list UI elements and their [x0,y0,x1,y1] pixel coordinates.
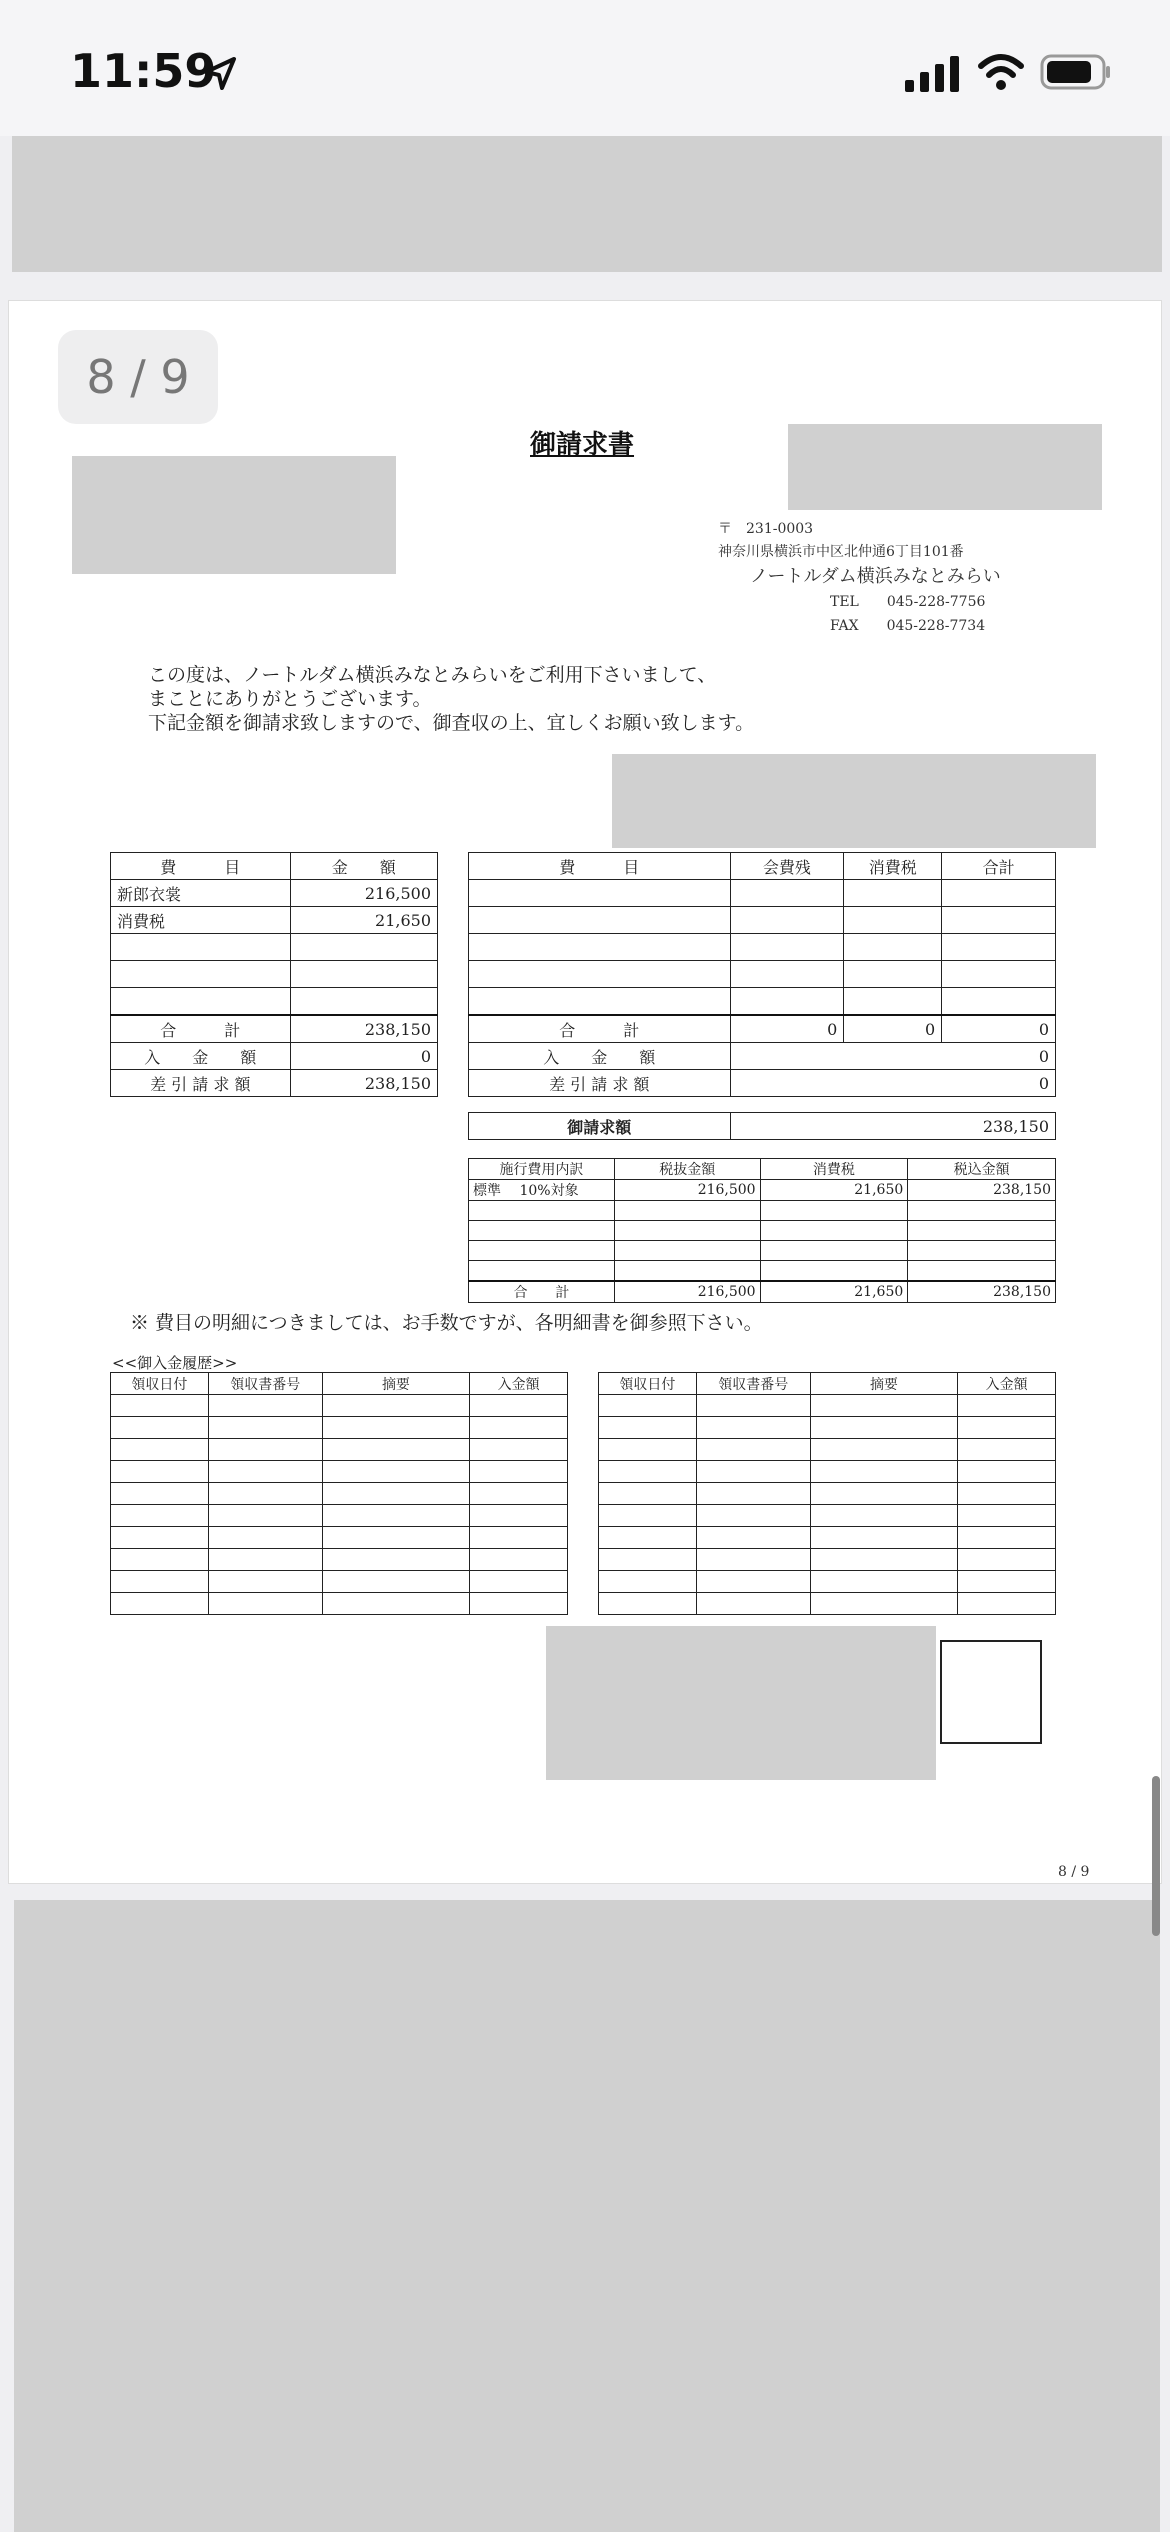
tel: TEL 045-228-7756 [830,594,986,610]
empty-cell [469,1221,615,1241]
empty-cell [844,988,942,1016]
col-header: 会費残 [730,853,844,880]
billed-label: 御請求額 [469,1113,731,1140]
redacted-area-bottom [14,1900,1160,2532]
empty-cell [599,1461,697,1483]
empty-cell [810,1439,958,1461]
empty-cell [958,1483,1056,1505]
empty-cell [469,988,731,1016]
empty-cell [322,1461,470,1483]
col-header: 金 額 [290,853,437,880]
empty-cell [208,1571,322,1593]
total-value: 0 [942,1015,1056,1043]
total-value: 21,650 [760,1281,908,1303]
total-label: 合 計 [111,1015,291,1043]
empty-cell [599,1549,697,1571]
empty-cell [810,1417,958,1439]
empty-cell [469,880,731,907]
empty-cell [111,1461,209,1483]
empty-cell [599,1571,697,1593]
empty-cell [469,1261,615,1282]
tax-value: 238,150 [908,1180,1056,1201]
col-header: 領収書番号 [696,1373,810,1395]
redacted-area-top [12,136,1162,272]
payment-history-table-left [110,1372,568,1615]
empty-cell [696,1417,810,1439]
address: 神奈川県横浜市中区北仲通6丁目101番 [718,544,964,560]
empty-cell [322,1417,470,1439]
empty-cell [696,1505,810,1527]
empty-cell [111,934,291,961]
empty-cell [111,961,291,988]
page-footer-number: 8 / 9 [1058,1864,1090,1880]
empty-cell [696,1593,810,1615]
empty-cell [599,1483,697,1505]
empty-cell [470,1571,568,1593]
tax-value: 216,500 [614,1180,760,1201]
empty-cell [469,934,731,961]
empty-cell [810,1571,958,1593]
tax-value: 21,650 [760,1180,908,1201]
greeting-line: この度は、ノートルダム横浜みなとみらいをご利用下さいまして、 [148,664,717,686]
empty-cell [730,961,844,988]
fax: FAX 045-228-7734 [830,618,986,634]
col-header: 費 目 [469,853,731,880]
empty-cell [696,1483,810,1505]
empty-cell [290,961,437,988]
empty-cell [469,1201,615,1221]
total-label: 合 計 [469,1015,731,1043]
empty-cell [696,1439,810,1461]
empty-cell [844,907,942,934]
empty-cell [730,907,844,934]
empty-cell [469,1241,615,1261]
empty-cell [322,1395,470,1417]
empty-cell [111,988,291,1016]
empty-cell [111,1549,209,1571]
redacted-block [612,754,1096,848]
tax-breakdown-table [468,1158,1056,1303]
total-amount: 238,150 [290,1015,437,1043]
col-header: 税込金額 [908,1159,1056,1180]
empty-cell [958,1395,1056,1417]
empty-cell [111,1593,209,1615]
empty-cell [322,1439,470,1461]
empty-cell [111,1527,209,1549]
empty-cell [111,1571,209,1593]
battery-icon [1040,54,1112,90]
detail-note: ※ 費目の明細につきましては、お手数ですが、各明細書を御参照下さい。 [130,1312,763,1334]
empty-cell [614,1201,760,1221]
empty-cell [810,1593,958,1615]
empty-cell [942,907,1056,934]
col-header: 税抜金額 [614,1159,760,1180]
empty-cell [908,1241,1056,1261]
stamp-box [940,1640,1042,1744]
empty-cell [111,1395,209,1417]
billed-amount: 238,150 [730,1113,1055,1140]
empty-cell [942,880,1056,907]
empty-cell [844,934,942,961]
empty-cell [958,1593,1056,1615]
empty-cell [470,1593,568,1615]
empty-cell [958,1527,1056,1549]
balance-amount: 0 [730,1070,1055,1097]
item-name: 消費税 [111,907,291,934]
empty-cell [908,1201,1056,1221]
document-title: 御請求書 [530,430,635,460]
payment-history-label: <<御入金履歴>> [112,1354,238,1372]
empty-cell [111,1417,209,1439]
col-header: 合計 [942,853,1056,880]
item-amount: 216,500 [290,880,437,907]
empty-cell [322,1483,470,1505]
col-header: 領収日付 [111,1373,209,1395]
redacted-block [788,424,1102,510]
empty-cell [760,1241,908,1261]
empty-cell [810,1505,958,1527]
empty-cell [810,1395,958,1417]
company-name: ノートルダム横浜みなとみらい [750,566,1001,587]
greeting-line: 下記金額を御請求致しますので、御査収の上、宜しくお願い致します。 [148,712,755,734]
charges-table [110,852,438,1097]
paid-label: 入 金 額 [111,1043,291,1070]
empty-cell [599,1593,697,1615]
paid-amount: 0 [730,1043,1055,1070]
total-value: 238,150 [908,1281,1056,1303]
empty-cell [958,1417,1056,1439]
empty-cell [470,1483,568,1505]
col-header: 消費税 [760,1159,908,1180]
empty-cell [208,1527,322,1549]
empty-cell [208,1461,322,1483]
empty-cell [730,934,844,961]
empty-cell [322,1593,470,1615]
empty-cell [322,1527,470,1549]
empty-cell [958,1439,1056,1461]
empty-cell [942,961,1056,988]
empty-cell [760,1261,908,1282]
empty-cell [760,1221,908,1241]
col-header: 入金額 [470,1373,568,1395]
empty-cell [760,1201,908,1221]
empty-cell [208,1593,322,1615]
empty-cell [208,1505,322,1527]
empty-cell [730,880,844,907]
empty-cell [696,1571,810,1593]
empty-cell [958,1571,1056,1593]
col-header: 施行費用内訳 [469,1159,615,1180]
empty-cell [810,1461,958,1483]
empty-cell [599,1527,697,1549]
balance-amount: 238,150 [290,1070,437,1097]
cellular-signal-icon [905,56,959,92]
empty-cell [469,961,731,988]
empty-cell [322,1571,470,1593]
redacted-block [72,456,396,574]
empty-cell [844,880,942,907]
paid-amount: 0 [290,1043,437,1070]
empty-cell [696,1461,810,1483]
fees-table [468,852,1056,1097]
empty-cell [111,1483,209,1505]
postal-code: 〒 231-0003 [718,521,814,537]
balance-label: 差 引 請 求 額 [111,1070,291,1097]
balance-label: 差 引 請 求 額 [469,1070,731,1097]
col-header: 費 目 [111,853,291,880]
empty-cell [730,988,844,1016]
tax-category: 標準 10%対象 [469,1180,615,1201]
empty-cell [208,1395,322,1417]
empty-cell [844,961,942,988]
empty-cell [696,1549,810,1571]
col-header: 摘要 [322,1373,470,1395]
empty-cell [290,988,437,1016]
empty-cell [470,1439,568,1461]
empty-cell [322,1505,470,1527]
col-header: 領収書番号 [208,1373,322,1395]
empty-cell [322,1549,470,1571]
empty-cell [696,1395,810,1417]
empty-cell [208,1417,322,1439]
empty-cell [958,1461,1056,1483]
wifi-icon [978,52,1024,92]
empty-cell [470,1527,568,1549]
page-indicator: 8 / 9 [58,330,218,424]
col-header: 入金額 [958,1373,1056,1395]
empty-cell [208,1483,322,1505]
empty-cell [908,1261,1056,1282]
total-value: 216,500 [614,1281,760,1303]
empty-cell [810,1483,958,1505]
scrollbar[interactable] [1152,1776,1160,1936]
empty-cell [958,1549,1056,1571]
empty-cell [599,1505,697,1527]
empty-cell [208,1549,322,1571]
empty-cell [470,1395,568,1417]
total-value: 0 [844,1015,942,1043]
paid-label: 入 金 額 [469,1043,731,1070]
empty-cell [290,934,437,961]
payment-history-table-right [598,1372,1056,1615]
empty-cell [599,1417,697,1439]
item-amount: 21,650 [290,907,437,934]
empty-cell [810,1527,958,1549]
location-arrow-icon [200,54,240,94]
empty-cell [470,1549,568,1571]
empty-cell [810,1549,958,1571]
total-value: 0 [730,1015,844,1043]
col-header: 摘要 [810,1373,958,1395]
empty-cell [614,1241,760,1261]
col-header: 消費税 [844,853,942,880]
empty-cell [470,1505,568,1527]
empty-cell [942,934,1056,961]
empty-cell [470,1461,568,1483]
empty-cell [696,1527,810,1549]
billed-amount-table [468,1112,1056,1140]
empty-cell [614,1261,760,1282]
empty-cell [111,1505,209,1527]
total-label: 合 計 [469,1281,615,1303]
empty-cell [614,1221,760,1241]
empty-cell [470,1417,568,1439]
empty-cell [469,907,731,934]
empty-cell [599,1439,697,1461]
greeting-line: まことにありがとうございます。 [148,688,432,710]
empty-cell [908,1221,1056,1241]
empty-cell [942,988,1056,1016]
redacted-block [546,1626,936,1780]
col-header: 領収日付 [599,1373,697,1395]
status-time: 11:59 [70,44,217,98]
empty-cell [111,1439,209,1461]
empty-cell [208,1439,322,1461]
item-name: 新郎衣裳 [111,880,291,907]
empty-cell [599,1395,697,1417]
empty-cell [958,1505,1056,1527]
